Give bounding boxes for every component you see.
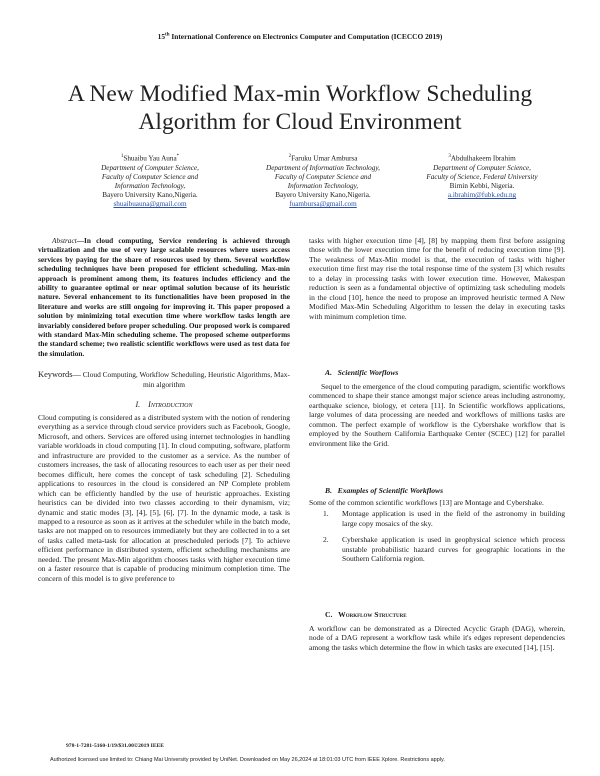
title-line-2: Algorithm for Cloud Environment [138, 109, 462, 135]
subsection-heading-a: A. Scientific Worflows [325, 368, 399, 377]
keywords-text: Cloud Computing, Workflow Scheduling, Heuristic Algorithms, Max-min algorithm [80, 370, 290, 389]
section-heading-introduction: I. Introduction [135, 400, 193, 409]
author-block-2 [248, 152, 398, 210]
author-name: $^3$Abdulhakeem Ibrahim [448, 154, 516, 163]
author-name: $^2$Faruku Umar Ambursa [288, 154, 358, 163]
workflow-list [309, 509, 565, 563]
author-affiliation: Department of Computer Science, [101, 163, 199, 172]
subsection-heading-c: C. Workflow Structure [325, 610, 407, 619]
author-name: $^1$Shuaibu Yau Auna* [120, 154, 180, 163]
keywords-label: Keywords— [38, 370, 81, 379]
title-line-1: A New Modified Max-min Workflow Scheduling [67, 81, 533, 107]
author-email-link[interactable]: fuambursa@gmail.com [289, 200, 357, 209]
conference-header [0, 32, 600, 41]
author-affiliation: Department of Computer Science, [433, 163, 531, 172]
author-email-link[interactable]: a.ibrahim@fubk.edu.ng [447, 191, 517, 200]
author-block-1 [80, 152, 220, 210]
subsection-a-text: Sequel to the emergence of the cloud computing paradigm, scientific workflows commenced to shape their stance amongst major science areas including astronomy, earthquake science, biology, et cetera [11]. In Scientific workflows applications, large volumes of data processing are needed and workflows of millions tasks are common. The perfect example of workflow is the Cybershake workflow that is employed by the Southern California Earthquake Center (SCEC) [12] for parallel environment like the Grid. [309, 382, 565, 448]
author-affiliation: Faculty of Computer Science and [101, 172, 199, 181]
subsection-b-body [309, 498, 565, 571]
isbn-copyright: 978-1-7281-5160-1/19/$31.00©2019 IEEE [66, 743, 165, 749]
introduction-text-left: Cloud computing is considered as a distributed system with the notion of rendering everything as a service through cloud service providers such as Facebook, Google, Microsoft, and others. Services are offered using internet technologies in handling variable workloads in cloud computing [1]. In cloud computing, software, platform and infrastructure are provided to the customer as a service. As the number of customers increases, the task of allocating resources to each user as per their need becomes difficult, here comes the concept of task scheduling [2]. Scheduling applications to resources in the cloud is considered an NP Complete problem which can be efficiently handled by the use of heuristic approaches. Existing heuristics can be divided into two classes according to their dynamism, viz; dynamic and static modes [3], [4], [5], [6], [7]. In the dynamic mode, a task is mapped to a resource as soon as it arrives at the scheduler while in the batch mode, tasks are not mapped on to resources immediately but they are collected in to a set of tasks called meta-task for allocation at prescheduled periods [7]. To achieve efficient performance in distributed system, efficient scheduling mechanisms are needed. The present Max-Min algorithm chooses tasks with higher execution time on a faster resource that is capable of producing minimum completion time. The concern of this model is to give preference to [38, 413, 290, 583]
abstract: Abstract—In cloud computing, Service rendering is achieved through virtualization and the use of very large scalable resources where users access services by paying for the share of resources used by them. Several workflow scheduling techniques have been proposed for efficient scheduling. Max-min approach is prominent among them, its features includes efficiency and the ability to guarantee optimal or near optimal solution because of its heuristic nature. Several enhancement to its functionalities have been proposed in the literature and works are still ongoing for improving it. This paper proposed a solution by minimizing total execution time where workflow tasks length are invariably considered before proper scheduling. Our proposed work is compared with standard Max-Min scheduling scheme. The proposed scheme outperforms the standard scheme; two realistic scientific workflows were used as test data for the simulation. [38, 236, 290, 358]
introduction-text-right: tasks with higher execution time [4], [8] by mapping them first before assigning those with the lower execution time for the benefit of reducing execution time [9]. The weakness of Max-Min model is that, the execution of tasks with higher execution time first may rise the total response time of the system [3] which results to a delay in processing tasks with lower execution time. However, Makespan reduction is seen as a fundamental objective of optimizing task scheduling models in the cloud [10], hence the need to propose an improved heuristic termed A New Modified Max-Min Scheduling Algorithm to lessen the delay in executing tasks with minimum completion time. [309, 236, 565, 321]
list-item: 2. Cybershake application is used in geophysical science which process unstable probabilistic hazard curves for geographic locations in the Southern California region. [323, 535, 565, 564]
author-block-3 [402, 152, 562, 200]
abstract-text: In cloud computing, Service rendering is achieved through virtualization and the use of very large scalable resources where users access services by paying for the share of resources used by them. Several workflow scheduling techniques have been proposed for efficient scheduling. Max-min approach is prominent among them, its features includes efficiency and the ability to guarantee optimal or near optimal solution because of its heuristic nature. Several enhancement to its functionalities have been proposed in the literature and works are still ongoing for improving it. This paper proposed a solution by minimizing total execution time where workflow tasks length are invariably considered before proper scheduling. Our proposed work is compared with standard Max-Min scheduling scheme. The proposed scheme outperforms the standard scheme; two realistic scientific workflows were used as test data for the simulation. [38, 236, 290, 358]
authorization-notice: Authorized licensed use limited to: Chiang Mai University provided by UniNet. Downloaded on May 26,2024 at 18:01:03 UTC from IEEE Xplore. Restrictions apply. [50, 757, 445, 763]
paper-title [0, 80, 600, 136]
abstract-label: Abstract [52, 236, 77, 245]
author-affiliation: Faculty of Science, Federal University [426, 172, 538, 181]
list-item: 1. Montage application is used in the field of the astronomy in building large copy mosaics of the sky. [323, 509, 565, 528]
subsection-c-text: A workflow can be demonstrated as a Directed Acyclic Graph (DAG), wherein, node of a DAG represent a workflow task while it's edges represent dependencies among the tasks which determine the flow in which tasks are executed [14], [15]. [309, 624, 565, 652]
subsection-heading-b: B. Examples of Scientific Workflows [325, 486, 444, 495]
author-affiliation: Department of Information Technology, [266, 163, 380, 172]
conference-name: International Conference on Electronics Computer and Computation (ICECCO 2019) [169, 32, 443, 41]
conference-ordinal-suffix: th [165, 32, 170, 38]
author-institution: Birnin Kebbi, Nigeria. [449, 182, 515, 190]
author-affiliation: Information Technology, [114, 182, 186, 190]
author-email-link[interactable]: shuaibuauna@gmail.com [113, 200, 187, 209]
author-institution: Bayero University Kano,Nigeria. [275, 191, 371, 200]
author-affiliation: Information Technology, [287, 182, 359, 190]
subsection-b-intro: Some of the common scientific workflows [13] are Montage and Cybershake. [309, 498, 544, 507]
keywords [38, 370, 290, 389]
author-institution: Bayero University Kano,Nigeria. [102, 191, 198, 200]
author-affiliation: Faculty of Computer Science and [274, 172, 372, 181]
conference-ordinal: 15 [157, 32, 166, 41]
